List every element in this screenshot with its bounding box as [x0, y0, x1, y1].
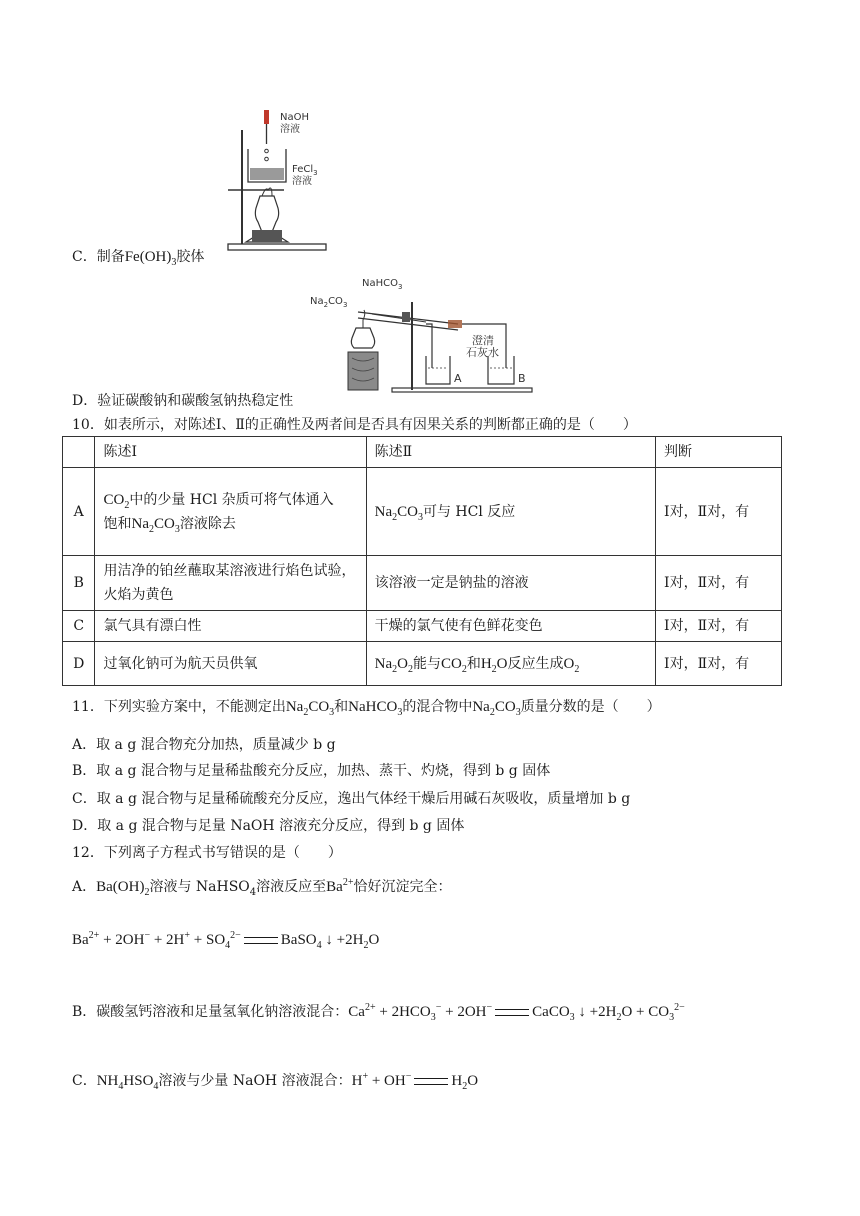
row-label: B	[63, 556, 95, 611]
q9-option-c-suffix: 胶体	[176, 249, 205, 265]
table-row	[63, 611, 782, 642]
statement-1: 氯气具有漂白性	[95, 611, 366, 642]
statement-2: 干燥的氯气使有色鲜花变色	[366, 611, 655, 642]
q11-option-a: A．取 a g 混合物充分加热，质量减少 b g	[72, 737, 336, 753]
figure-c-fecl3-label-2: 溶液	[292, 176, 312, 187]
figure-c-fecl3-label: FeCl$_3$	[292, 164, 318, 177]
row-label: A	[63, 468, 95, 556]
table-header-cell: 判断	[656, 437, 782, 468]
figure-c-naoh-label-2: 溶液	[280, 124, 300, 135]
row-label: D	[63, 642, 95, 686]
q12-stem: 12．下列离子方程式书写错误的是（ ）	[72, 845, 342, 861]
q9-option-d: D．验证碳酸钠和碳酸氢钠热稳定性	[72, 393, 294, 409]
q11-stem: 11．下列实验方案中，不能测定出$Na_2CO_3$和NaHCO$_3$的混合物中$Na_2CO_3$质量分数的是（ ）	[72, 699, 661, 718]
apparatus-figure-d	[308, 272, 548, 394]
figure-d-na2co3-label: $Na_2CO_3$	[310, 296, 348, 309]
figure-d-limewater-label-2: 石灰水	[466, 346, 499, 359]
table-header-cell: 陈述Ⅰ	[95, 437, 366, 468]
q10-table	[62, 436, 782, 686]
figure-c-naoh-label: NaOH	[280, 112, 309, 123]
table-header-cell: 陈述Ⅱ	[366, 437, 655, 468]
q11-option-b: B．取 a g 混合物与足量稀盐酸充分反应，加热、蒸干、灼烧，得到 b g 固体	[72, 763, 551, 779]
q9-option-c-label: C．制备	[72, 249, 125, 265]
statement-1: $CO_2$中的少量 HCl 杂质可将气体通入 饱和$Na_2CO_3$溶液除去	[95, 468, 366, 556]
apparatus-figure-c	[222, 104, 332, 252]
statement-2: $Na_2O_2$能与$CO_2$和$H_2O$反应生成$O_2$	[366, 642, 655, 686]
table-row	[63, 642, 782, 686]
statement-2: $Na_2CO_3$可与 HCl 反应	[366, 468, 655, 556]
table-row	[63, 468, 782, 556]
figure-d-beaker-b: B	[518, 372, 526, 385]
q12-option-b: B．碳酸氢钙溶液和足量氢氧化钠溶液混合：$Ca^{2+} + 2HCO_3^- + 2OH^-$ CaCO$_3$ ↓ $+2H_2O + CO_3^{2-}$	[72, 1002, 685, 1023]
judgement: Ⅰ对，Ⅱ对，有	[656, 468, 782, 556]
q12-option-c: C．$NH_4HSO_4$溶液与少量 NaOH 溶液混合：H+ + OH− $H_2O$	[72, 1071, 479, 1092]
figure-d-nahco3-label: NaHCO$_3$	[362, 278, 403, 291]
q12-option-a: A．$Ba(OH)_2$溶液与 NaHSO$_4$溶液反应至$Ba^{2+}$恰好沉淀完全：	[72, 877, 452, 898]
statement-2: 该溶液一定是钠盐的溶液	[366, 556, 655, 611]
q9-option-c-formula: $Fe(OH)_3$	[124, 249, 177, 268]
statement-1: 过氧化钠可为航天员供氧	[95, 642, 366, 686]
q9-option-c	[72, 246, 204, 266]
table-row	[63, 556, 782, 611]
judgement: Ⅰ对，Ⅱ对，有	[656, 556, 782, 611]
judgement: Ⅰ对，Ⅱ对，有	[656, 642, 782, 686]
figure-d-limewater-label: 澄清	[472, 334, 494, 347]
table-header-row	[63, 437, 782, 468]
table-header-cell	[63, 437, 95, 468]
statement-1: 用洁净的铂丝蘸取某溶液进行焰色试验，火焰为黄色	[95, 556, 366, 611]
q12-option-a-equation: $Ba^{2+} + 2OH^- + 2H^+ + SO_4^{2-}$ BaSO$_4$ ↓ $+2H_2O$	[72, 930, 380, 951]
figure-d-beaker-a: A	[454, 372, 462, 385]
q11-option-d: D．取 a g 混合物与足量 NaOH 溶液充分反应，得到 b g 固体	[72, 818, 465, 834]
row-label: C	[63, 611, 95, 642]
q10-stem: 10．如表所示，对陈述Ⅰ、Ⅱ的正确性及两者间是否具有因果关系的判断都正确的是（ ）	[72, 417, 637, 433]
q11-option-c: C．取 a g 混合物与足量稀硫酸充分反应，逸出气体经干燥后用碱石灰吸收，质量增加 b g	[72, 791, 631, 807]
judgement: Ⅰ对，Ⅱ对，有	[656, 611, 782, 642]
